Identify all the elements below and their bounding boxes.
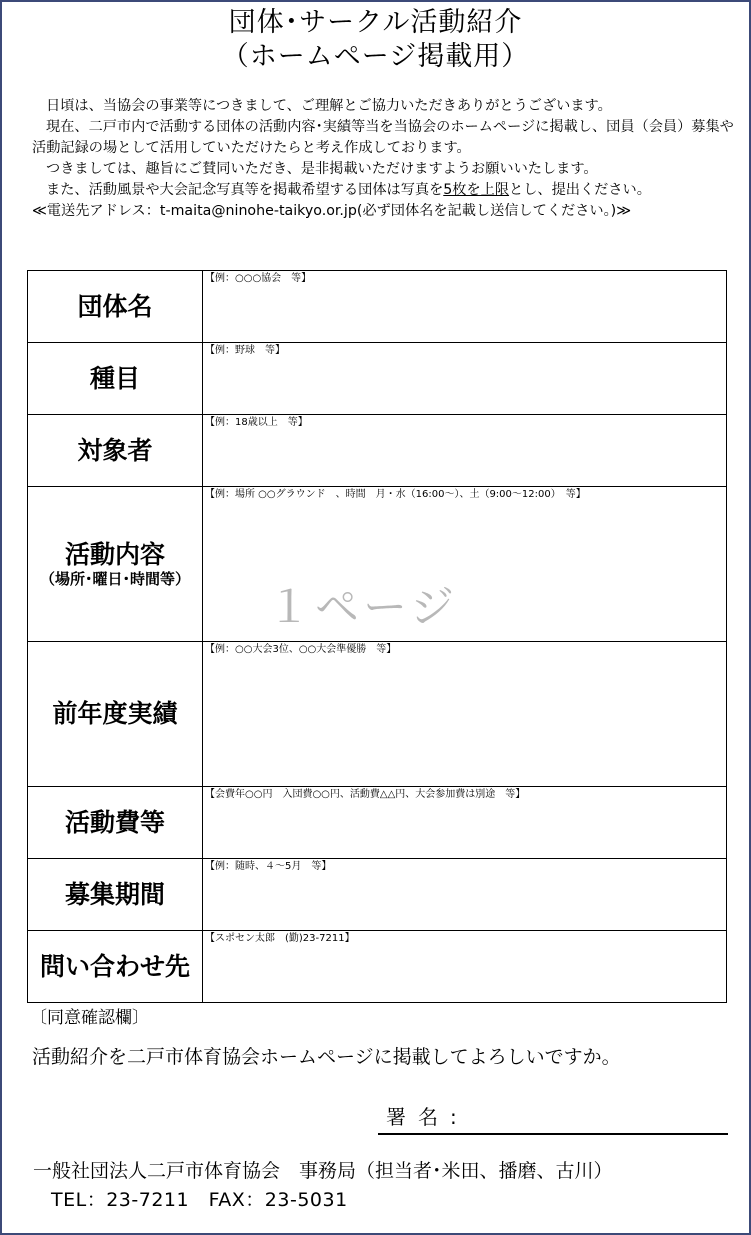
contact-numbers: TEL：23-7211 FAX：23-5031: [51, 1189, 348, 1211]
form-row-target: [28, 415, 727, 487]
photo-limit: 5枚を上限: [443, 182, 510, 198]
page-number-watermark: １ページ: [267, 582, 459, 633]
label-target: 対象者: [28, 415, 203, 487]
form-row-group-name: [28, 271, 727, 343]
consent-question: 活動紹介を二戸市体育協会ホームページに掲載してよろしいですか。: [32, 1046, 621, 1068]
field-recruit[interactable]: [203, 859, 727, 931]
photo-note-before: また、活動風景や大会記念写真等を掲載希望する団体は写真を: [46, 182, 444, 198]
example-contact: 【スポセン太郎 (勤)23-7211】: [205, 933, 355, 944]
consent-heading: 〔同意確認欄〕: [30, 1008, 149, 1028]
form-row-sport: [28, 343, 727, 415]
field-sport[interactable]: [203, 343, 727, 415]
label-record: 前年度実績: [28, 642, 203, 787]
label-group-name: 団体名: [28, 271, 203, 343]
form-row-contact: [28, 931, 727, 1003]
title-line-1: 団体･サークル活動紹介: [228, 7, 523, 38]
photo-note-after: とし、提出ください。: [509, 182, 651, 198]
example-fees: 【会費年○○円 入団費○○円、活動費△△円、大会参加費は別途 等】: [205, 789, 526, 800]
example-target: 【例：18歳以上 等】: [205, 417, 308, 428]
form-row-recruit: [28, 859, 727, 931]
email-address-line: ≪電送先アドレス：t-maita@ninohe-taikyo.or.jp(必ず団体名を記載し送信してください。)≫: [32, 203, 632, 219]
example-activity: 【例：場所 ○○グラウンド 、時間 月・水（16:00～）、土（9:00～12:00） 等】: [205, 489, 586, 500]
label-fees: 活動費等: [28, 787, 203, 859]
field-target[interactable]: [203, 415, 727, 487]
field-group-name[interactable]: [203, 271, 727, 343]
form-row-activity: [28, 487, 727, 642]
label-recruit: 募集期間: [28, 859, 203, 931]
title-line-2: （ホームページ掲載用）: [221, 41, 530, 72]
organization-info: 一般社団法人二戸市体育協会 事務局（担当者･米田、播磨、古川）: [33, 1160, 613, 1182]
intro-paragraph-4: [32, 180, 744, 201]
page-title: [2, 6, 749, 74]
field-fees[interactable]: [203, 787, 727, 859]
field-activity[interactable]: [203, 487, 727, 642]
intro-paragraph-3: つきましては、趣旨にご賛同いただき、是非掲載いただけますようお願いいたします。: [46, 161, 598, 177]
example-recruit: 【例：随時、４～5月 等】: [205, 861, 332, 872]
signature-label: 署名:: [386, 1105, 469, 1129]
sublabel-activity: （場所･曜日･時間等）: [39, 569, 190, 588]
field-record[interactable]: [203, 642, 727, 787]
intro-text: [32, 96, 744, 222]
example-group-name: 【例：○○○協会 等】: [205, 273, 312, 284]
signature-field[interactable]: [378, 1103, 728, 1135]
example-sport: 【例：野球 等】: [205, 345, 285, 356]
label-contact: 問い合わせ先: [28, 931, 203, 1003]
intro-paragraph-2: 現在、二戸市内で活動する団体の活動内容･実績等当を当協会のホームページに掲載し、団員（会員）募集や活動記録の場として活用していただけたらと考え作成しております。: [32, 119, 734, 156]
form-row-fees: [28, 787, 727, 859]
label-sport: 種目: [28, 343, 203, 415]
field-contact[interactable]: [203, 931, 727, 1003]
label-activity: 活動内容 （場所･曜日･時間等）: [28, 487, 203, 642]
intro-paragraph-1: 日頃は、当協会の事業等につきまして、ご理解とご協力いただきありがとうございます。: [46, 98, 612, 114]
example-record: 【例：○○大会3位、○○大会準優勝 等】: [205, 644, 397, 655]
form-row-record: [28, 642, 727, 787]
entry-form-table: [27, 270, 727, 1003]
